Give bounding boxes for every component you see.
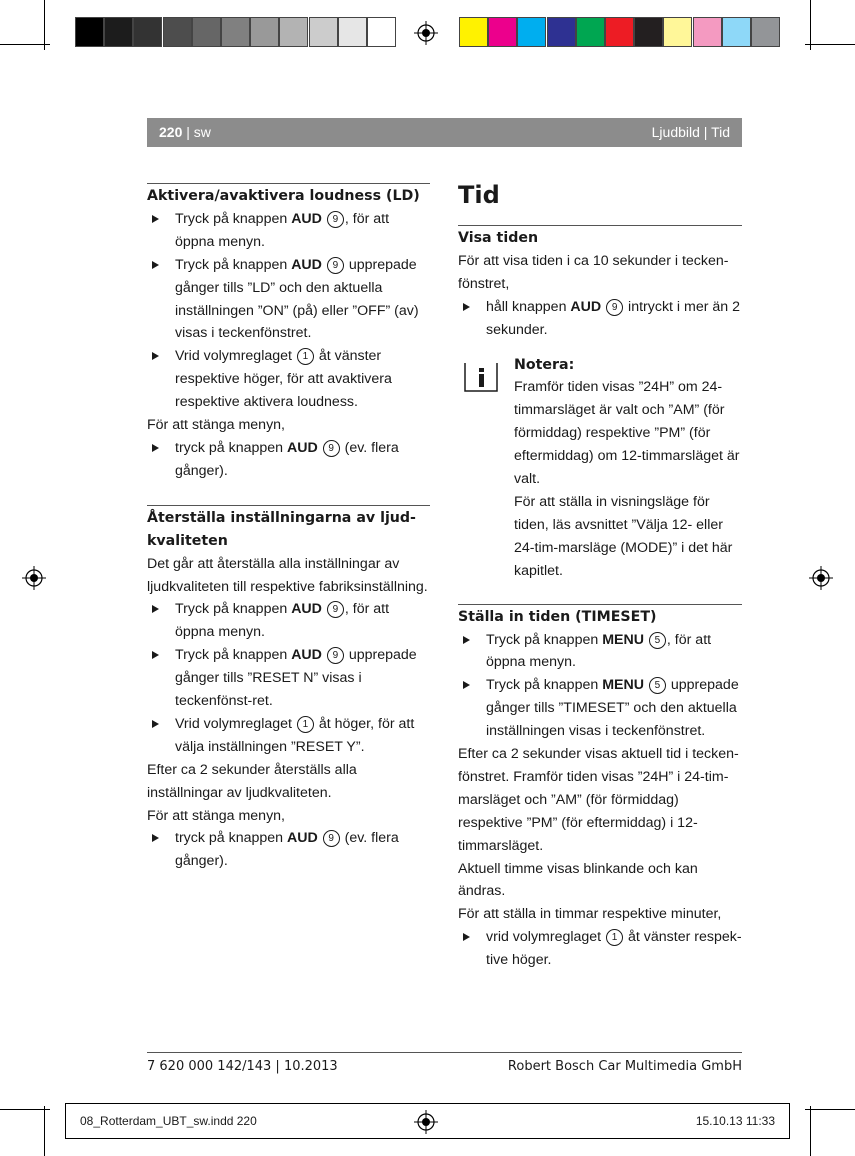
gray-swatch (250, 17, 279, 47)
list-item: håll knappen AUD 9 intryckt i mer än 2 sekunder. (458, 296, 742, 342)
language-code: sw (193, 124, 211, 140)
color-swatch (722, 17, 751, 47)
control-number-badge: 9 (323, 440, 340, 457)
page-header: 220 | sw Ljudbild | Tid (147, 118, 742, 147)
control-number-badge: 1 (606, 929, 623, 946)
list-item: Vrid volymreglaget 1 åt vänster respektive höger, för att avaktivera respektive aktivera loudness. (147, 345, 430, 414)
note-box (458, 354, 742, 583)
color-swatch (517, 17, 546, 47)
color-swatch (547, 17, 576, 47)
color-swatch (459, 17, 488, 47)
gray-swatch (367, 17, 396, 47)
registration-mark-icon (809, 566, 833, 590)
gray-swatch (75, 17, 104, 47)
color-swatch (488, 17, 517, 47)
list-item: Tryck på knappen MENU 5 , för att öppna menyn. (458, 629, 742, 675)
document-number: 7 620 000 142/143 | 10.2013 (147, 1059, 338, 1074)
paragraph: För att stänga menyn, (147, 807, 286, 824)
paragraph: Efter ca 2 sekunder visas aktuell tid i tecken-fönstret. Framför tiden visas ”24H” i 24-tim-marsläget och ”AM” (för förmiddag) respektive ”PM” (för eftermiddag) i 12-timmarsläget. (458, 746, 739, 854)
control-number-badge: 9 (327, 211, 344, 228)
print-slug (65, 1103, 790, 1139)
color-swatch (693, 17, 722, 47)
publisher: Robert Bosch Car Multimedia GmbH (507, 1059, 742, 1074)
control-number-badge: 1 (297, 348, 314, 365)
list-item: Tryck på knappen AUD 9 , för att öppna menyn. (147, 208, 430, 254)
registration-mark-icon (22, 566, 46, 590)
gray-swatch (192, 17, 221, 47)
page-number: 220 (159, 124, 183, 140)
list-item: Tryck på knappen AUD 9 upprepade gånger tills ”RESET N” visas i teckenfönst-ret. (147, 644, 430, 713)
list-item: Tryck på knappen AUD 9 , för att öppna menyn. (147, 598, 430, 644)
page-title: Tid (458, 181, 500, 209)
control-number-badge: 1 (297, 716, 314, 733)
file-name: 08_Rotterdam_UBT_sw.indd 220 (80, 1114, 257, 1128)
page-footer (147, 1052, 742, 1074)
section-title: Ljudbild | Tid (651, 124, 730, 140)
list-item: vrid volymreglaget 1 åt vänster respek-tive höger. (458, 926, 742, 972)
print-date: 15.10.13 11:33 (695, 1114, 775, 1128)
control-number-badge: 9 (327, 257, 344, 274)
show-time-heading: Visa tiden (458, 225, 742, 250)
control-number-badge: 9 (606, 299, 623, 316)
gray-swatch (221, 17, 250, 47)
color-swatch (751, 17, 780, 47)
note-title: Notera: (514, 356, 575, 373)
color-swatch (663, 17, 692, 47)
list-item: tryck på knappen AUD 9 (ev. flera gånger). (147, 437, 430, 483)
control-number-badge: 9 (327, 601, 344, 618)
paragraph: Det går att återställa alla inställningar av ljudkvaliteten till respektive fabriksinställning. (147, 555, 428, 595)
control-number-badge: 5 (649, 677, 666, 694)
list-item: Tryck på knappen AUD 9 upprepade gånger tills ”LD” och den aktuella inställningen ”ON” (på) eller ”OFF” (av) visas i teckenfönstret. (147, 254, 430, 346)
control-number-badge: 5 (649, 632, 666, 649)
paragraph: För att ställa in visningsläge för tiden, läs avsnittet ”Välja 12- eller 24-tim-marsläge (MODE)” i det här kapitlet. (514, 493, 733, 579)
gray-swatch (309, 17, 338, 47)
paragraph: För att ställa in timmar respektive minuter, (458, 906, 722, 923)
loudness-heading: Aktivera/avaktivera loudness (LD) (147, 183, 430, 208)
registration-mark-icon (414, 21, 438, 45)
paragraph: Efter ca 2 sekunder återställs alla inställningar av ljudkvaliteten. (147, 761, 357, 801)
paragraph: Framför tiden visas ”24H” om 24-timmarsläget är valt och ”AM” (för förmiddag) respektive ”PM” (för eftermiddag) om 12-timmarsläget är valt. (514, 379, 740, 488)
paragraph: Aktuell timme visas blinkande och kan ändras. (458, 860, 698, 900)
list-item: Vrid volymreglaget 1 åt höger, för att välja inställningen ”RESET Y”. (147, 713, 430, 759)
reset-heading: Återställa inställningarna av ljud-kvaliteten (147, 505, 430, 553)
control-number-badge: 9 (327, 647, 344, 664)
right-column (458, 180, 742, 972)
gray-swatch (163, 17, 192, 47)
left-column (147, 183, 430, 873)
set-time-heading: Ställa in tiden (TIMESET) (458, 604, 742, 629)
gray-swatch (133, 17, 162, 47)
gray-swatch (279, 17, 308, 47)
control-number-badge: 9 (323, 830, 340, 847)
info-icon (464, 362, 498, 392)
gray-swatch (338, 17, 367, 47)
list-item: Tryck på knappen MENU 5 upprepade gånger tills ”TIMESET” och den aktuella inställningen visas i teckenfönstret. (458, 674, 742, 743)
gray-swatch (104, 17, 133, 47)
color-swatch (576, 17, 605, 47)
list-item: tryck på knappen AUD 9 (ev. flera gånger). (147, 827, 430, 873)
color-swatch (605, 17, 634, 47)
paragraph: För att visa tiden i ca 10 sekunder i tecken-fönstret, (458, 252, 729, 292)
paragraph: För att stänga menyn, (147, 417, 286, 434)
color-swatch (634, 17, 663, 47)
